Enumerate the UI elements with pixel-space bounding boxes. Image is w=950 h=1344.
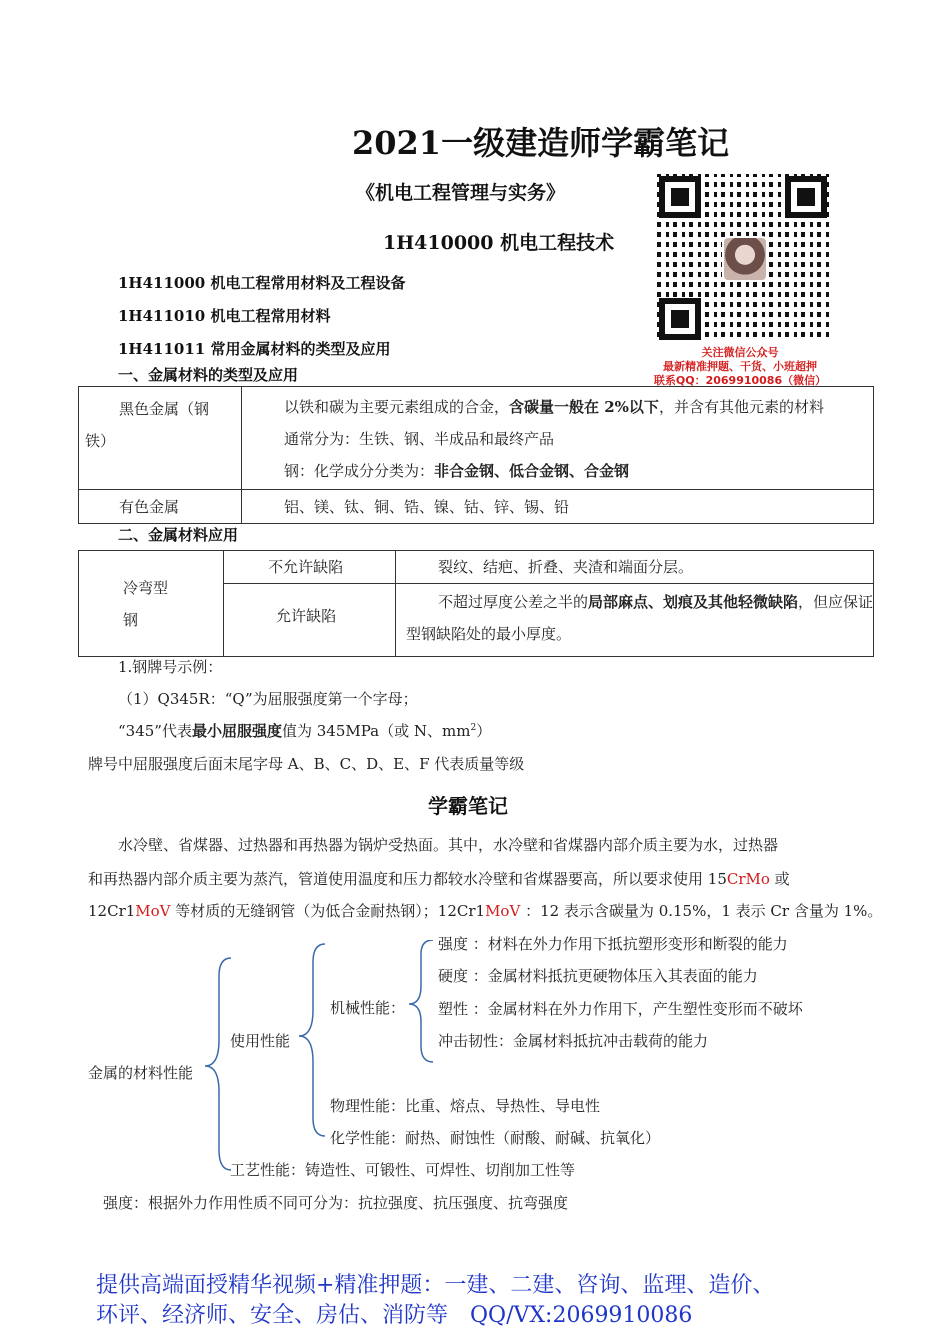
notes-heading: 学霸笔记 (428, 794, 508, 818)
paragraph-line: 和再热器内部介质主要为蒸汽，管道使用温度和压力都较水冷壁和省煤器要高，所以要求使用 15CrMo 或 (88, 870, 790, 888)
paragraph-line: 12Cr1MoV 等材质的无缝钢管（为低合金耐热钢）；12Cr1MoV ：12 表示含碳量为 0.15%，1 表示 Cr 含量为 1%。 (88, 902, 883, 920)
qr-finder-icon (785, 176, 827, 218)
footer-line: 环评、经济师、安全、房估、消防等 QQ/VX:2069910086 (96, 1303, 693, 1328)
brace-root (205, 958, 231, 1170)
qr-caption-1: 关注微信公众号 (701, 346, 779, 359)
book-title: 《机电工程管理与实务》 (356, 182, 566, 204)
chapter-title: 1H410000 机电工程技术 (383, 232, 615, 254)
section-heading: 1H411010 机电工程常用材料 (118, 307, 331, 325)
text-line: （1）Q345R：“Q”为屈服强度第一个字母； (118, 690, 418, 708)
qr-finder-icon (659, 298, 701, 340)
metal-types-table (78, 386, 874, 524)
table-cell-label: 黑色金属（钢 铁） (79, 387, 242, 490)
brace-mech (409, 940, 433, 1062)
tree-node: 工艺性能：铸造性、可锻性、可焊性、切削加工性等 (230, 1161, 576, 1179)
section-heading: 一、金属材料的类型及应用 (118, 366, 299, 384)
paragraph-line: 水冷壁、省煤器、过热器和再热器为锅炉受热面。其中，水冷壁和省煤器内部介质主要为水，过热器 (118, 836, 779, 854)
section-heading: 1H411000 机电工程常用材料及工程设备 (118, 274, 406, 292)
table-cell-label: 不允许缺陷 (224, 551, 396, 584)
table-cell-content: 不超过厚度公差之半的局部麻点、划痕及其他轻微缺陷，但应保证 型钢缺陷处的最小厚度。 (395, 584, 873, 657)
table-cell-group: 冷弯型 钢 (79, 551, 224, 657)
section-heading: 1H411011 常用金属材料的类型及应用 (118, 340, 391, 358)
section-heading: 二、金属材料应用 (118, 526, 239, 544)
page-title: 2021一级建造师学霸笔记 (352, 124, 730, 162)
footer-line: 提供高端面授精华视频+精准押题：一建、二建、咨询、监理、造价、 (96, 1273, 775, 1298)
tree-root: 金属的材料性能 (88, 1064, 194, 1082)
qr-caption-2: 最新精准押题、干货、小班超押 (663, 360, 817, 373)
tree-leaf: 强度 ：材料在外力作用下抵抗塑形变形和断裂的能力 (438, 935, 788, 953)
text-line: 1.钢牌号示例： (118, 658, 223, 676)
table-cell-label: 允许缺陷 (224, 584, 396, 657)
tree-leaf: 塑性 ：金属材料在外力作用下，产生塑性变形而不破坏 (438, 1000, 803, 1018)
brace-use (299, 944, 325, 1136)
table-cell-label: 有色金属 (79, 490, 242, 524)
tree-node: 化学性能：耐热、耐蚀性（耐酸、耐碱、抗氧化） (330, 1129, 661, 1147)
tree-leaf: 冲击韧性：金属材料抵抗冲击载荷的能力 (438, 1032, 709, 1050)
qr-caption-3: 联系QQ：2069910086（微信） (653, 374, 827, 387)
tree-leaf: 硬度 ：金属材料抵抗更硬物体压入其表面的能力 (438, 967, 758, 985)
qr-finder-icon (659, 176, 701, 218)
text-line: 牌号中屈服强度后面末尾字母 A、B、C、D、E、F 代表质量等级 (88, 755, 525, 773)
table-cell-content: 铝、镁、钛、铜、锆、镍、钴、锌、锡、铅 (242, 490, 874, 524)
table-row (79, 551, 874, 584)
tree-node: 使用性能 (230, 1032, 291, 1050)
text-line: “345”代表最小屈服强度值为 345MPa（或 N、$mm^2$） (118, 722, 492, 740)
tree-node: 物理性能：比重、熔点、导热性、导电性 (330, 1097, 601, 1115)
tree-node: 机械性能： (330, 999, 406, 1017)
avatar (722, 236, 768, 282)
cold-formed-steel-table (78, 550, 874, 657)
table-row (79, 490, 874, 524)
table-cell-content: 裂纹、结疤、折叠、夹渣和端面分层。 (395, 551, 873, 584)
text-line: 强度：根据外力作用性质不同可分为：抗拉强度、抗压强度、抗弯强度 (103, 1194, 569, 1212)
qr-code (655, 172, 831, 344)
table-row (79, 387, 874, 490)
table-cell-content: 以铁和碳为主要元素组成的合金，含碳量一般在 2%以下，并含有其他元素的材料 通常分为：生铁、钢、半成品和最终产品 钢：化学成分分类为：非合金钢、低合金钢、合金钢 (242, 387, 874, 490)
